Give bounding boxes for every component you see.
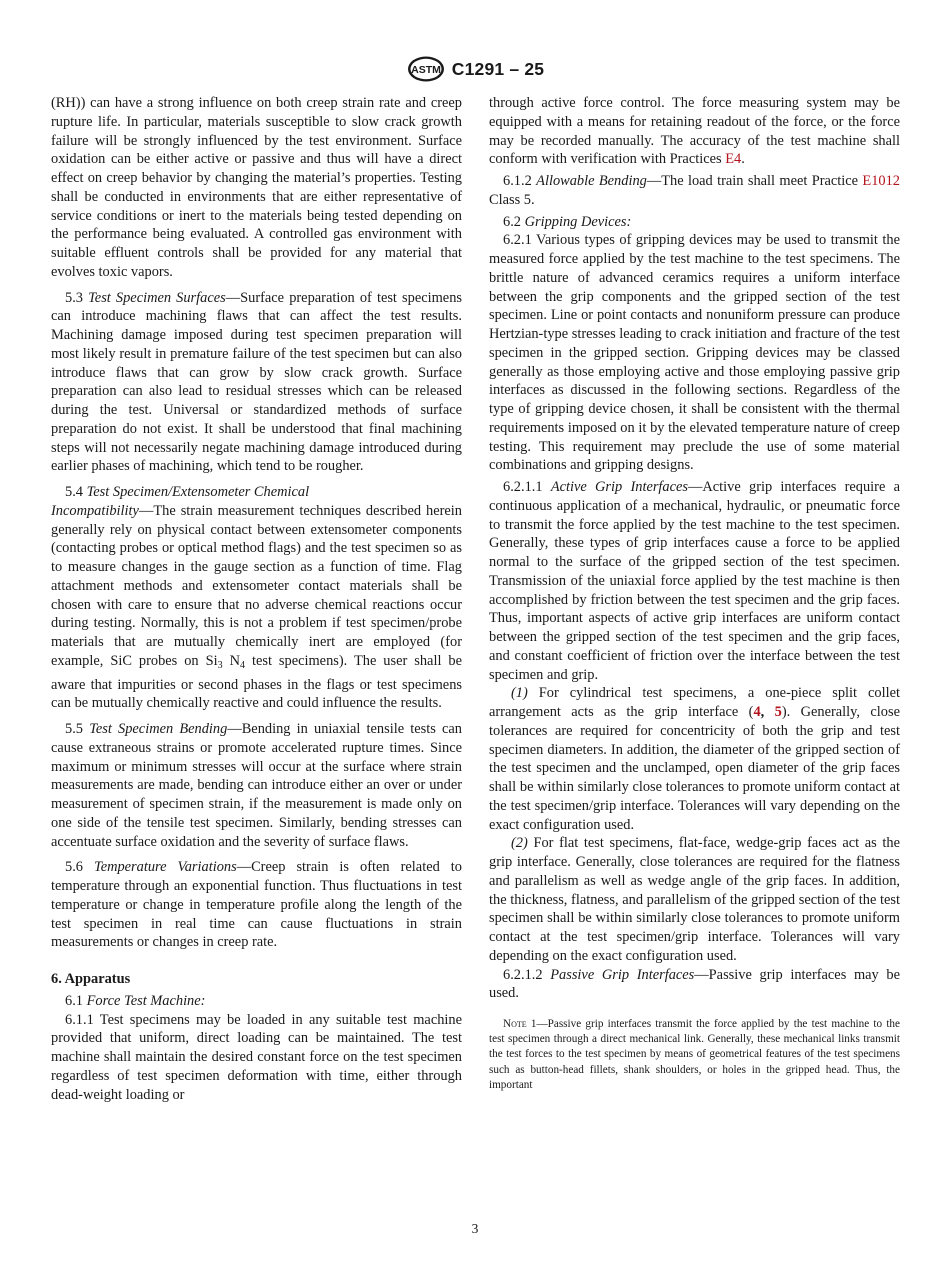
- punctuation: .: [741, 151, 745, 168]
- section-6-2-1: [489, 231, 900, 475]
- section-text: For flat test specimens, flat-face, wedge-grip faces act as the grip interface. Generally, close tolerances are required for the flatness and parallelism as well as wedge angle of the grip faces. In addition, the thickness, flatness, and parallelism of the gripped section of the test specimen shall be within similarly close tolerances to promote uniform contact at the test specimen/grip interface. Tolerances will vary depending on the exact configuration used.: [489, 835, 900, 964]
- section-number: 6.2.1: [503, 232, 532, 249]
- section-text: N: [222, 652, 240, 669]
- reference-link-e1012[interactable]: E1012: [862, 173, 900, 189]
- subscript: 4: [239, 659, 245, 671]
- reference-link-e4[interactable]: E4: [725, 151, 742, 168]
- page-header: [0, 54, 950, 84]
- right-column: [489, 94, 900, 1093]
- section-text: Class 5.: [489, 191, 535, 208]
- section-title: Allowable Bending: [536, 173, 647, 189]
- section-number: 6.1.1: [65, 1011, 94, 1028]
- section-number: 6.1.2: [503, 173, 532, 189]
- document-id: C1291 – 25: [451, 58, 545, 79]
- subscript: 3: [217, 659, 223, 671]
- section-text: —Bending in uniaxial tensile tests can cause extraneous strains or promote accelerated rupture times. Since maximum or minimum stresses will occur at the surface where strain measurements are made, bending can introduce either an over or under measurement of specimen strain, if the measurement is made only on one side of the tensile test specimen. Similarly, bending stresses can accentuate surface oxidation and the severity of surface flaws.: [51, 721, 463, 850]
- section-number: 5.4: [65, 484, 83, 500]
- section-5-4-title: [51, 483, 462, 502]
- section-text: —The strain measurement techniques described herein generally rely on physical contact between extensometer components (contacting probes or optical method flags) and the test specimen so as to measure changes in the gauge section as a function of time. Flag attachment methods and extensometer contact materials shall be chosen with care to ensure that no adverse chemical reactions occur during testing. Normally, this is not a problem if test specimen/probe materials that are mutually chemically inert are employed (for example, SiC probes on Si: [51, 502, 462, 669]
- list-item-2: [489, 834, 900, 965]
- reference-separator: ,: [760, 704, 775, 720]
- section-title: Incompatibility: [51, 502, 139, 519]
- section-text: Test specimens may be loaded in any suitable test machine provided that uniform, direct loading can be maintained. The test machine shall maintain the desired constant force on the test specimen regardless of test specimen deformation with time, either through dead-weight loading or: [51, 1011, 462, 1103]
- section-number: 6.2.1.2: [503, 966, 543, 983]
- section-5-5: [51, 720, 462, 851]
- section-text: through active force control. The force measuring system may be equipped with a means for retaining readout of the force, or the force may be recorded manually. The accuracy of the test machine shall conform with verification with Practices: [489, 95, 900, 168]
- section-text: For cylindrical test specimens, a one-piece split collet arrangement acts as the grip interface (: [489, 685, 900, 720]
- reference-link-5[interactable]: 5: [774, 704, 782, 720]
- left-column: [51, 94, 462, 1104]
- section-number: 6.1: [65, 992, 83, 1009]
- environment-paragraph: (RH)) can have a strong influence on both creep strain rate and creep rupture life. In particular, materials susceptible to slow crack growth failure will be strongly influenced by the test environment. Surface oxidation can be either active or passive and thus will have a direct effect on creep behavior by changing the material’s properties. Testing shall be conducted in environments that are either representative of service conditions or inert to the materials being tested depending on the performance being evaluated. A controlled gas environment with suitable effluent controls shall be provided for any material that evolves toxic vapors.: [51, 95, 462, 280]
- section-text: —Passive grip interfaces may be used.: [489, 966, 900, 1002]
- section-text: —Surface preparation of test specimens can introduce machining flaws that can affect the test results. Machining damage imposed during test specimen preparation will most likely result in premature failure of the test specimen but can also introduce flaws that can grow by slow crack growth. Surface preparation can also lead to residual stresses which can be released during the test. Universal or standardized methods of surface preparation do not exist. It shall be understood that final machining steps will not necessarily negate machining damage introduced during earlier phases of machining, which tend to be rougher.: [51, 289, 462, 475]
- section-6-1-2: [489, 172, 900, 210]
- section-title: Test Specimen Bending: [89, 721, 228, 737]
- section-5-4: [51, 502, 462, 713]
- section-title: Gripping Devices:: [524, 213, 632, 230]
- section-number: 5.6: [65, 859, 83, 876]
- section-6-heading: 6. Apparatus: [51, 971, 131, 987]
- section-text: ). Generally, close tolerances are required for concentricity of both the grip and test specimen diameters. In addition, the diameter of the gripped section of the test specimen and the unclamped, open diameter of the grip faces shall be within similarly close tolerances to promote uniform contact at the test specimen/grip interface. Tolerances will vary depending on the exact configuration used.: [489, 704, 900, 833]
- section-title: Passive Grip Interfaces: [550, 966, 695, 983]
- section-number: 5.5: [65, 721, 83, 737]
- reference-link-4[interactable]: 4: [753, 704, 761, 720]
- section-text: —The load train shall meet Practice: [646, 173, 863, 189]
- note-label: Note 1: [503, 1018, 537, 1030]
- section-6-2-1-1: [489, 478, 900, 684]
- section-6-1-1: [51, 1011, 462, 1105]
- list-label: (1): [511, 685, 528, 702]
- continued-paragraph: [489, 94, 900, 169]
- section-text: test specimens). The user shall be aware that impurities or second phases in the flags or test specimens can be mutually chemically reactive and could influence the results.: [51, 652, 462, 712]
- section-title: Temperature Variations: [94, 859, 237, 876]
- section-number: 5.3: [65, 289, 83, 306]
- section-title: Force Test Machine:: [86, 992, 206, 1009]
- section-title: Test Specimen Surfaces: [88, 289, 226, 306]
- list-item-1: [489, 684, 900, 834]
- section-number: 6.2.1.1: [503, 479, 543, 495]
- section-number: 6.2: [503, 213, 521, 230]
- section-text: Various types of gripping devices may be used to transmit the measured force applied by the test machine to the test specimens. The brittle nature of advanced ceramics requires a uniform interface between the grip components and the gripped section of the test specimen. Line or point contacts and nonuniform pressure can produce Hertzian-type stresses leading to crack initiation and fracture of the test specimen in the gripped section. Gripping devices may be classed generally as those employing active and those employing passive grip interfaces as discussed in the following sections. Regardless of the type of gripping device chosen, it shall be consistent with the thermal requirements imposed on it by the elevated temperature nature of creep testing. This requirement may preclude the use of some material combinations and gripping designs.: [489, 232, 900, 474]
- page-number: 3: [471, 1221, 479, 1236]
- section-text: —Creep strain is often related to temperature through an exponential function. Thus fluctuations in test temperature or change in temperature profile along the length of the test specimen in real time can cause fluctuations in strain measurements or changes in creep rate.: [51, 859, 462, 951]
- section-5-3: [51, 289, 462, 477]
- note-1: [489, 1017, 900, 1093]
- section-6-2: [489, 213, 900, 232]
- section-title: Active Grip Interfaces: [550, 479, 688, 495]
- section-title: Test Specimen/Extensometer Chemical: [86, 484, 310, 500]
- section-5-6: [51, 858, 462, 952]
- note-text: —Passive grip interfaces transmit the force applied by the test machine to the test specimen through a direct mechanical link. Generally, these mechanical links transmit the test forces to the test specimen by means of geometrical features of the test specimens such as button-head fillets, shank shoulders, or holes in the gripped head. Thus, the important: [489, 1018, 900, 1091]
- section-6-1: [51, 992, 462, 1011]
- astm-logo-icon: [406, 55, 446, 83]
- list-label: (2): [511, 835, 528, 852]
- svg-text:ASTM: ASTM: [410, 64, 441, 77]
- section-6-2-1-2: [489, 966, 900, 1004]
- section-text: —Active grip interfaces require a continuous application of a mechanical, hydraulic, or pneumatic force to transmit the force applied by the test machine to the test specimen. Generally, these types of grip interfaces cause a force to be applied normal to the surface of the gripped section of the test specimen. Transmission of the uniaxial force applied by the test machine is then accomplished by friction between the test specimen and the grip faces. Thus, important aspects of active grip interfaces are uniform contact between the gripped section of the test specimen and the grip faces, and constant coefficient of friction over the interface between the test specimen and grip.: [489, 479, 900, 683]
